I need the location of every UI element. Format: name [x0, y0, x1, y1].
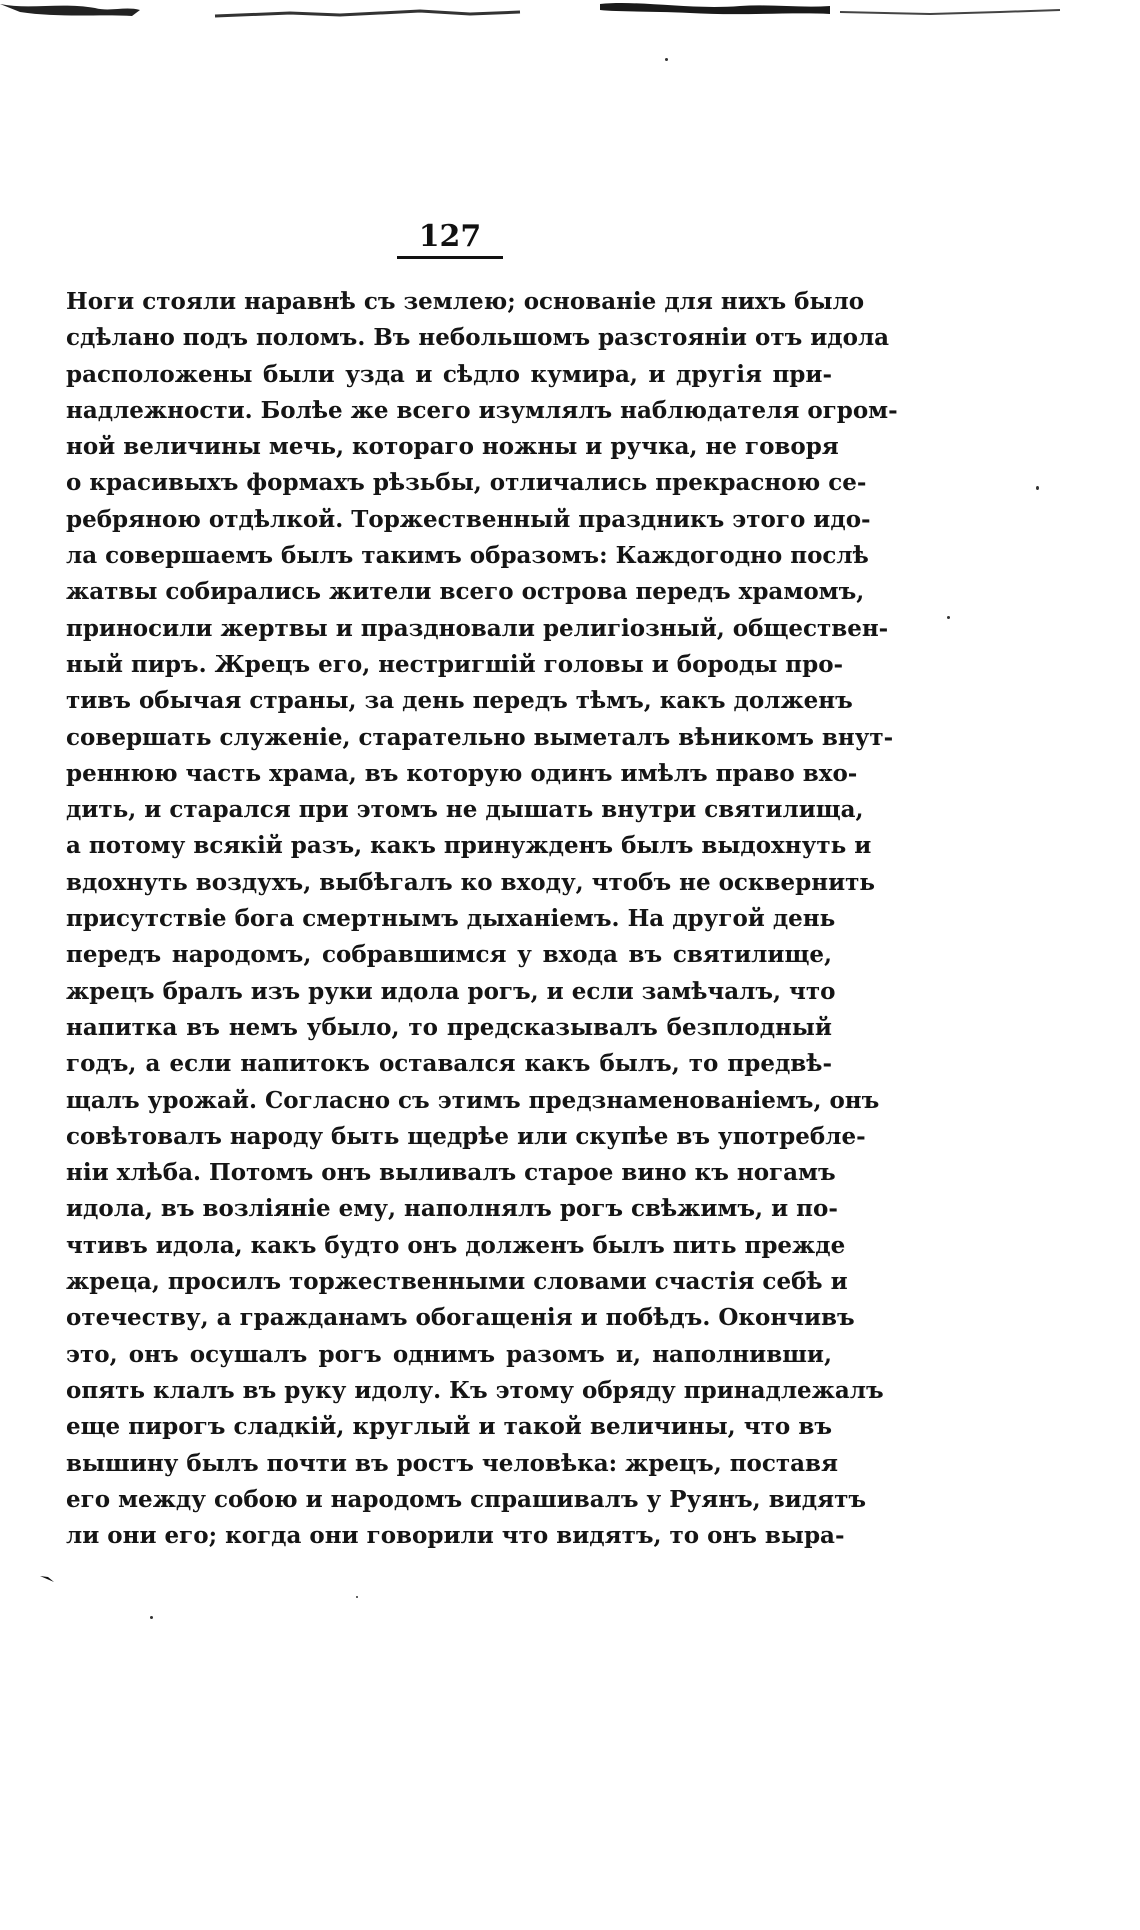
page-number: 127	[418, 219, 482, 254]
text-line: напитка въ немъ убыло, то предсказывалъ безплодный	[66, 1013, 832, 1041]
text-line: дить, и старался при этомъ не дышать внутри святилища,	[66, 796, 864, 824]
text-line: надлежности. Болѣе же всего изумлялъ наблюдателя огром-	[66, 396, 898, 424]
text-line: ли они его; когда они говорили что видятъ, то онъ выра-	[66, 1522, 845, 1550]
text-line: расположены были узда и сѣдло кумира, и другiя при-	[66, 360, 832, 388]
text-line: опять клалъ въ руку идолу. Къ этому обряду принадлежалъ	[66, 1376, 884, 1404]
text-line: вдохнуть воздухъ, выбѣгалъ ко входу, чтобъ не осквернить	[66, 868, 875, 896]
text-line: ной величины мечь, котораго ножны и ручка, не говоря	[66, 433, 839, 461]
text-line: идола, въ возлiянiе ему, наполнялъ рогъ свѣжимъ, и по-	[66, 1195, 838, 1223]
body-text	[66, 284, 898, 1554]
text-line: жатвы собирались жители всего острова передъ храмомъ,	[66, 578, 865, 606]
text-line: еще пирогъ сладкiй, круглый и такой величины, что въ	[66, 1413, 832, 1441]
text-line: ный пиръ. Жрецъ его, нестригшiй головы и бороды про-	[66, 650, 844, 678]
text-line: а потому всякiй разъ, какъ принужденъ былъ выдохнуть и	[66, 832, 872, 860]
text-line: щалъ урожай. Согласно съ этимъ предзнаменованiемъ, онъ	[66, 1086, 880, 1114]
text-line: жрецъ бралъ изъ руки идола рогъ, и если замѣчалъ, что	[66, 977, 836, 1005]
text-line: совершать служенiе, старательно выметалъ вѣникомъ внут-	[66, 723, 894, 751]
text-line: это, онъ осушалъ рогъ однимъ разомъ и, наполнивши,	[66, 1340, 832, 1368]
text-line: чтивъ идола, какъ будто онъ долженъ былъ пить прежде	[66, 1231, 846, 1259]
text-line: о красивыхъ формахъ рѣзьбы, отличались прекрасною се-	[66, 469, 867, 497]
text-line: его между собою и народомъ спрашивалъ у Руянъ, видятъ	[66, 1485, 866, 1513]
text-line: нiи хлѣба. Потомъ онъ выливалъ старое вино къ ногамъ	[66, 1159, 836, 1187]
scan-speck	[947, 616, 950, 619]
text-line: тивъ обычая страны, за день передъ тѣмъ, какъ долженъ	[66, 687, 853, 715]
text-line: присутствiе бога смертнымъ дыханiемъ. На другой день	[66, 905, 836, 933]
scan-speck	[1036, 486, 1039, 490]
scan-edge-artifact	[0, 0, 1140, 30]
text-line: вышину былъ почти въ ростъ человѣка: жрецъ, поставя	[66, 1449, 839, 1477]
scan-speck	[356, 1596, 358, 1598]
text-line: годъ, а если напитокъ оставался какъ былъ, то предвѣ-	[66, 1050, 832, 1078]
text-line: сдѣлано подъ поломъ. Въ небольшомъ разстоянiи отъ идола	[66, 324, 890, 352]
text-line: жреца, просилъ торжественными словами счастiя себѣ и	[66, 1268, 848, 1296]
text-line: реннюю часть храма, въ которую одинъ имѣлъ право вхо-	[66, 759, 858, 787]
text-line: отечеству, а гражданамъ обогащенiя и побѣдъ. Окончивъ	[66, 1304, 855, 1332]
margin-mark	[40, 1574, 56, 1584]
text-line: передъ народомъ, собравшимся у входа въ святилище,	[66, 941, 832, 969]
page-number-rule	[397, 256, 503, 259]
text-line: Ноги стояли наравнѣ съ землею; основанiе для нихъ было	[66, 288, 865, 315]
text-line: совѣтовалъ народу быть щедрѣе или скупѣе въ употребле-	[66, 1122, 866, 1150]
text-line: ребряною отдѣлкой. Торжественный праздникъ этого идо-	[66, 505, 871, 533]
scan-speck	[665, 58, 668, 61]
scan-speck	[150, 1616, 153, 1619]
text-line: приносили жертвы и праздновали религiозный, обществен-	[66, 614, 889, 642]
text-line: ла совершаемъ былъ такимъ образомъ: Каждогодно послѣ	[66, 542, 869, 570]
